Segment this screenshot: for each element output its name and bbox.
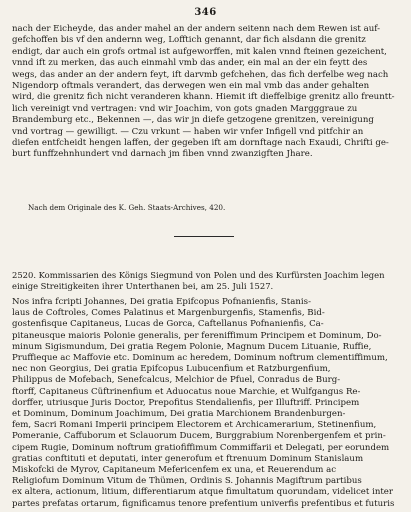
page-number: 346 — [194, 7, 217, 18]
text-line: nach der Eicheyde, das ander mahel an der andern seitenn nach dem Rewen ist auf- — [12, 24, 381, 34]
text-line: Nigendorp oftmals verandert, das derwegen wen ein mal vmb das ander gehalten — [12, 81, 370, 92]
text-line: fem, Sacri Romani Imperii principem Electorem et Archicamerarium, Stetinenfium, — [12, 420, 377, 431]
heading-line: einige Streitigkeiten ihrer Unterthanen bei, am 25. Juli 1527. — [12, 281, 274, 291]
text-line: wegs, das ander an der andern feyt, ift darvmb gefchehen, das fich derfelbe weg nach — [12, 69, 389, 80]
text-line: Nos infra fcripti Johannes, Dei gratia Epifcopus Pofnanienfis, Stanis- — [12, 297, 311, 307]
text-line: Brandemburg etc., Bekennen —, das wir jn diefe getzogene grenitzen, vereinigung — [12, 115, 374, 126]
text-line: vnd vortrag — gewilligt. — Czu vrkunt — haben wir vnfer Infigell vnd pitfchir an — [12, 126, 364, 137]
text-line: wird, die grenitz fich nicht veranderen khann. Hiemit ift dieffelbige grenitz allo freuntt- — [12, 92, 395, 103]
text-line: Philippus de Mofebach, Senefcalcus, Melchior de Pfuel, Conradus de Burg- — [12, 375, 341, 386]
text-line: Pomeranie, Caffuborum et Sclauorum Ducem, Burggrabium Norenbergenfem et prin- — [12, 431, 386, 442]
continuation-paragraph — [12, 24, 398, 161]
text-line: Pruffieque ac Maffovie etc. Dominum ac heredem, Dominum noftrum clementiffimum, — [12, 353, 388, 364]
text-line: gratias conftituti et deputati, inter generofum et ftrenuum Dominum Stanislaum — [12, 453, 364, 464]
text-line: gefchoffen bis vf den andernn weg, Lofftich genannt, dar fich alsdann die grenitz — [12, 35, 366, 46]
text-line: burt funffzehnhundert vnd darnach jm fiben vnnd zwanzigften Jhare. — [12, 149, 313, 160]
text-line: ex altera, actionum, litium, differentiarum atque fimultatum quorundam, videlicet inter — [12, 487, 393, 498]
heading-line: 2520. Kommissarien des Königs Siegmund von Polen und des Kurfürsten Joachim legen — [12, 270, 385, 280]
text-line: Miskofcki de Myrov, Capitaneum Mefericenfem ex una, et Reuerendum ac — [12, 465, 337, 476]
text-line: gostenfisque Capitaneus, Lucas de Gorca, Caftellanus Pofnanienfis, Ca- — [12, 319, 324, 330]
text-line: pitaneusque maioris Polonie generalis, per fereniffimum Principem et Dominum, Do- — [12, 330, 382, 341]
text-line: et Dominum, Dominum Joachimum, Dei gratia Marchionem Brandenburgen- — [12, 409, 346, 420]
text-line: ftorff, Capitaneus Cüftrinenfium et Aduocatus noue Marchie, et Wulfgangus Re- — [12, 386, 361, 397]
text-line: dorffer, utriusque Juris Doctor, Prepofitus Stendalienfis, per Illuftriff. Principem — [12, 397, 360, 408]
document-heading — [12, 270, 398, 292]
latin-charter-paragraph — [12, 297, 398, 510]
text-line: laus de Coftroles, Comes Palatinus et Margenburgenfis, Stamenfis, Bid- — [12, 308, 325, 319]
text-line: diefen entfcheidt hengen laffen, der gegeben ift am dornftage nach Exaudi, Chrifti ge- — [12, 138, 389, 149]
text-line: endigt, dar auch ein grofs ortmal ist aufgeworffen, mit kalen vnnd fteinen gezeichent, — [12, 46, 387, 57]
text-line: lich vereinigt vnd vertragen: vnd wir Joachim, von gots gnaden Margggraue zu — [12, 103, 358, 114]
text-line: Religiofum Dominum Vitum de Thümen, Ordinis S. Johannis Magiftrum partibus — [12, 476, 362, 487]
section-separator — [174, 236, 234, 237]
text-line: nec non Georgius, Dei gratia Epifcopus Lubucenfium et Ratzburgenfium, — [12, 364, 331, 375]
source-note: Nach dem Originale des K. Geh. Staats-Archives, 420. — [28, 203, 226, 212]
text-line: partes prefatas ortarum, fignificamus tenore prefentium univerfis prefentibus et futuris — [12, 498, 395, 509]
text-line: vnnd ift zu merken, das auch einmahl vmb das ander, ein mal an der ein feytt des — [12, 58, 368, 69]
text-line: cipem Rugie, Dominum noftrum gratiofiffimum Commiffarii et Delegati, per eorundem — [12, 442, 390, 453]
text-line: minum Sigismundum, Dei gratia Regem Polonie, Magnum Ducem Lituanie, Ruffie, — [12, 341, 372, 352]
